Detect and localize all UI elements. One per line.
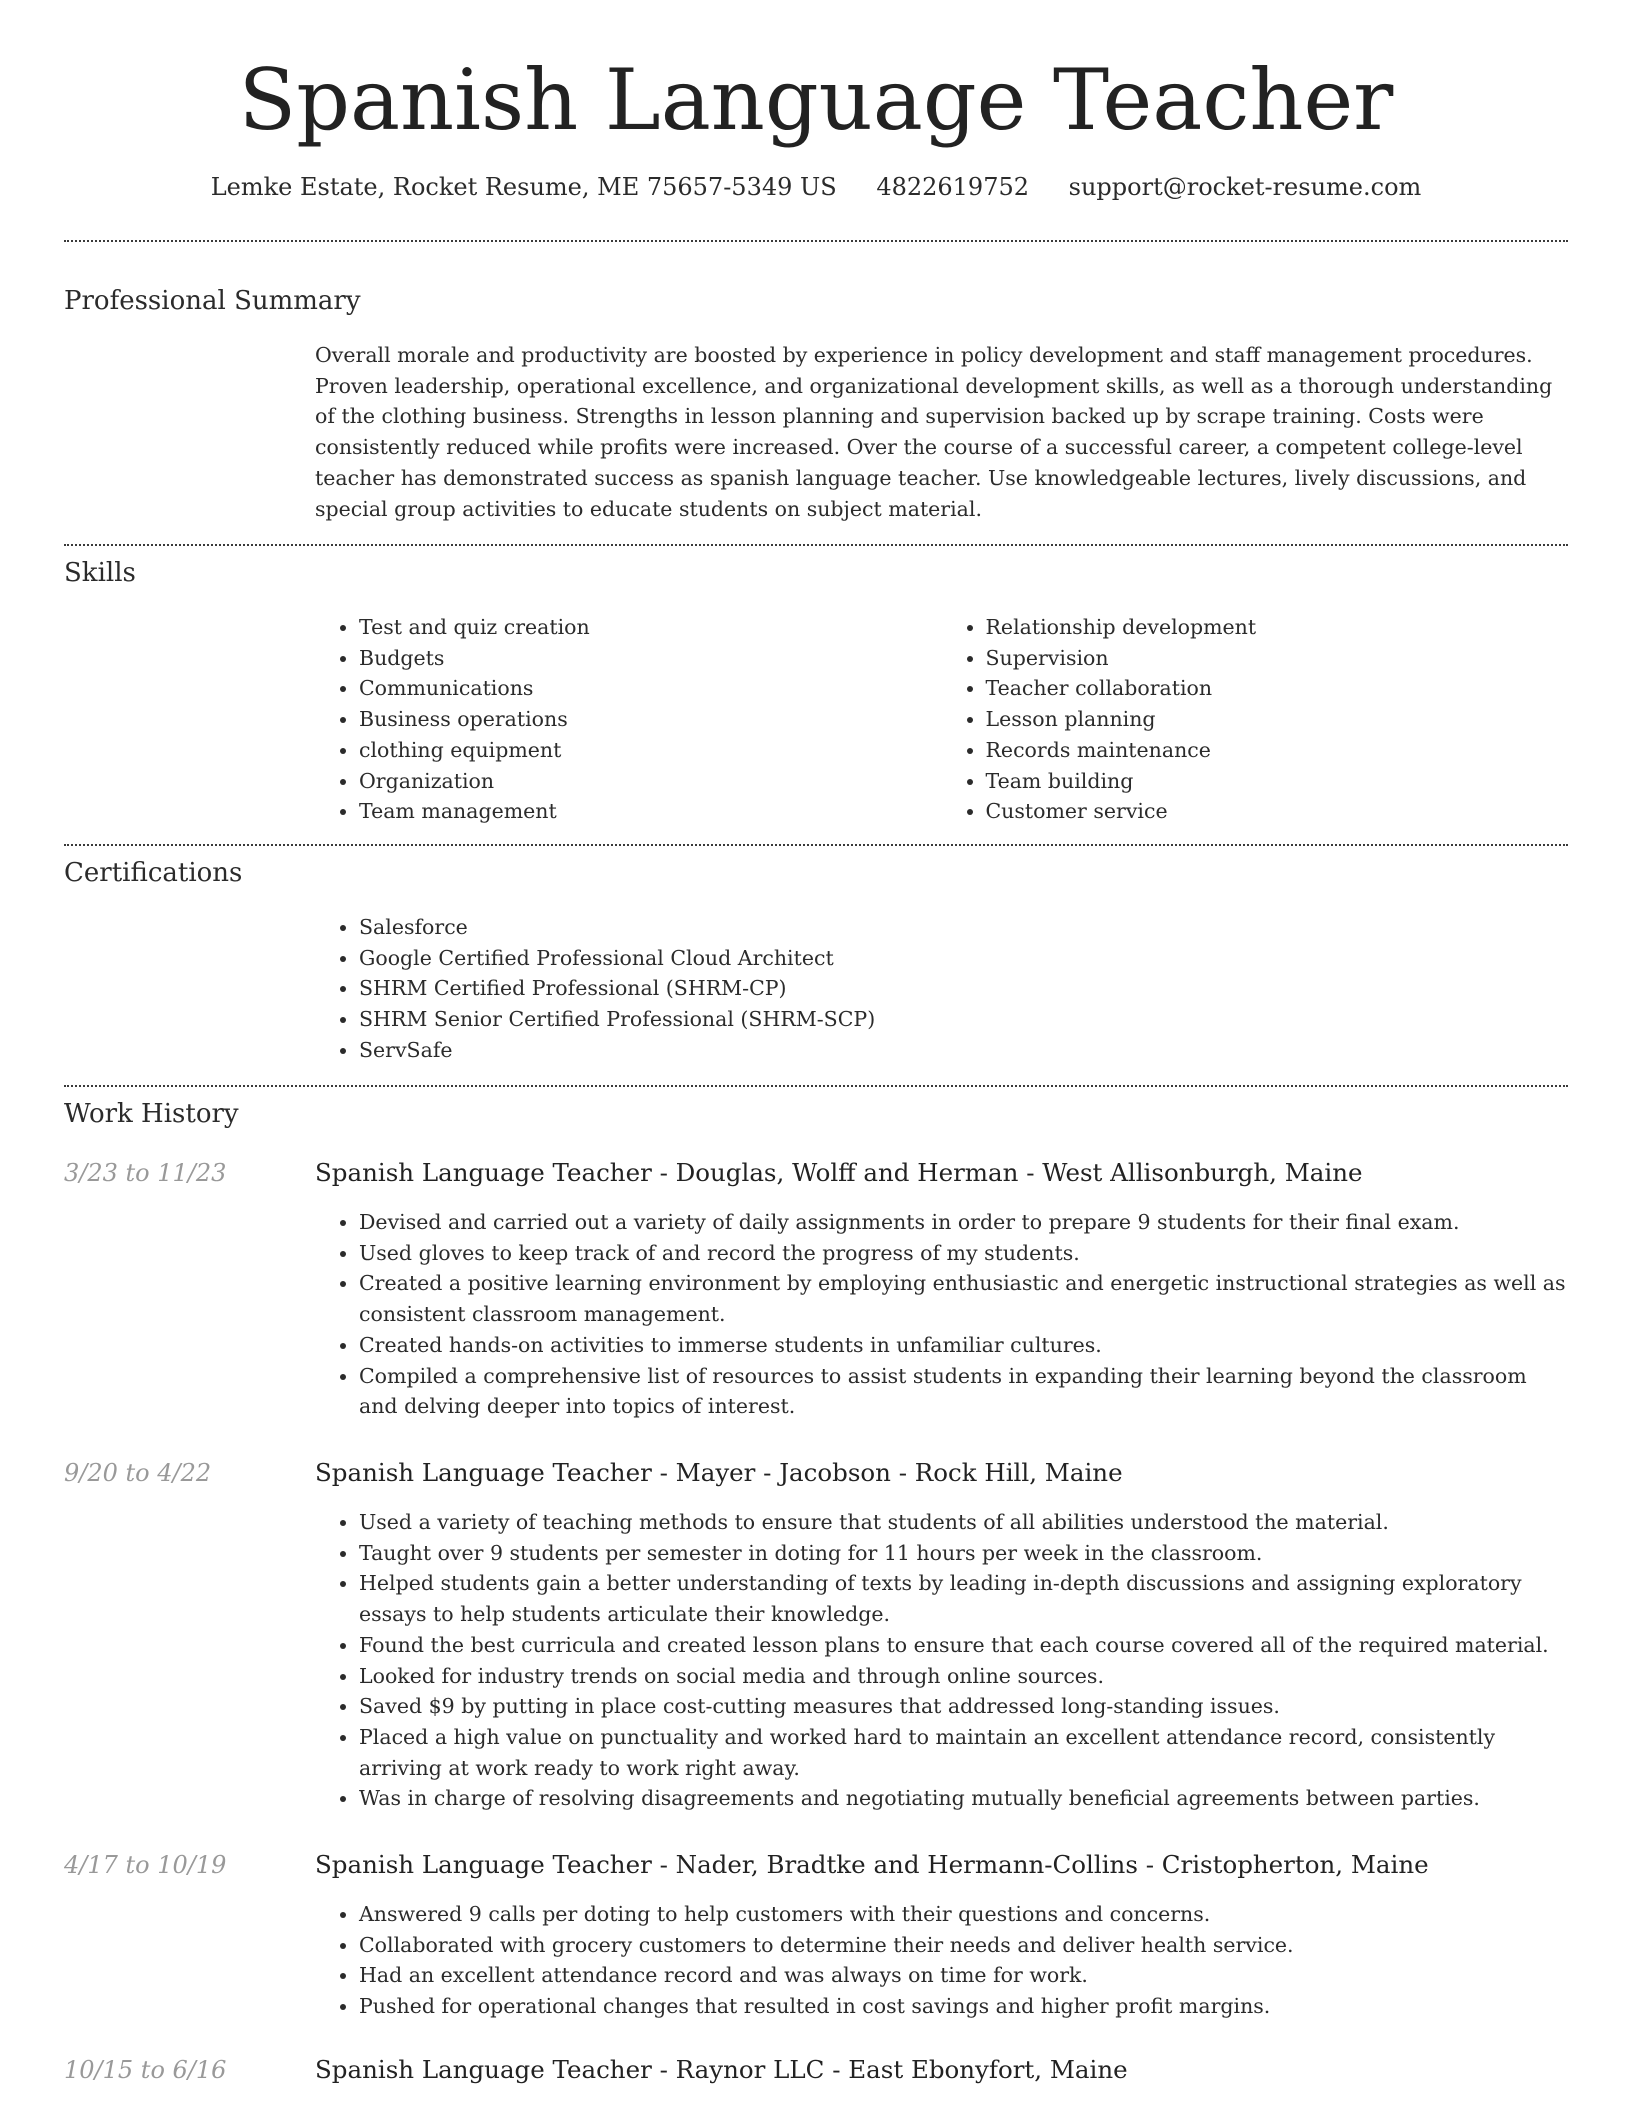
work-history-heading: Work History (64, 1099, 239, 1129)
resume-title: Spanish Language Teacher (238, 51, 1394, 149)
contact-phone: 4822619752 (876, 173, 1030, 201)
job-duty-item: • Pushed for operational changes that resulted in cost savings and higher profit margins. (359, 1991, 1568, 2022)
job-duty-item: • Compiled a comprehensive list of resources to assist students in expanding their learning beyond the classroom and delving deeper into topics of interest. (359, 1361, 1568, 1422)
skill-item: • Teacher collaboration (986, 673, 1569, 704)
section-divider (64, 544, 1568, 546)
job-duty-item: • Collaborated with grocery customers to determine their needs and deliver health service. (359, 1930, 1568, 1961)
certification-item: • Google Certified Professional Cloud Architect (359, 943, 1568, 974)
skill-item: • Business operations (359, 704, 942, 735)
job-title: Spanish Language Teacher - Raynor LLC - East Ebonyfort, Maine (315, 2055, 1128, 2084)
job-dates: 3/23 to 11/23 (64, 1159, 227, 1187)
job-duty-item: • Placed a high value on punctuality and worked hard to maintain an excellent attendance record, consistently arriving at work ready to work right away. (359, 1722, 1568, 1783)
certification-item: • SHRM Senior Certified Professional (SHRM-SCP) (359, 1004, 1568, 1035)
job-duty-item: • Taught over 9 students per semester in doting for 11 hours per week in the classroom. (359, 1538, 1568, 1569)
section-divider (64, 240, 1568, 242)
skill-item: • Relationship development (986, 612, 1569, 643)
job-duty-item: • Looked for industry trends on social media and through online sources. (359, 1661, 1568, 1692)
job-dates: 4/17 to 10/19 (64, 1851, 227, 1879)
job-duty-item: • Used gloves to keep track of and record the progress of my students. (359, 1238, 1568, 1269)
job-duty-item: • Created hands-on activities to immerse students in unfamiliar cultures. (359, 1330, 1568, 1361)
certifications-heading: Certifications (64, 858, 243, 888)
skills-list-right (942, 612, 1569, 827)
skill-item: • Communications (359, 673, 942, 704)
summary-section (315, 340, 1568, 524)
job-title: Spanish Language Teacher - Douglas, Wolff and Herman - West Allisonburgh, Maine (315, 1158, 1363, 1187)
job-duty-item: • Used a variety of teaching methods to ensure that students of all abilities understood the material. (359, 1507, 1568, 1538)
job-duty-item: • Saved $9 by putting in place cost-cutting measures that addressed long-standing issues. (359, 1691, 1568, 1722)
job-duty-item: • Created a positive learning environment by employing enthusiastic and energetic instructional strategies as well as consistent classroom management. (359, 1268, 1568, 1329)
job-duty-item: • Had an excellent attendance record and was always on time for work. (359, 1960, 1568, 1991)
job-dates: 10/15 to 6/16 (64, 2056, 227, 2084)
job-duty-item: • Devised and carried out a variety of daily assignments in order to prepare 9 students for their final exam. (359, 1207, 1568, 1238)
job-title: Spanish Language Teacher - Nader, Bradtke and Hermann-Collins - Cristopherton, Maine (315, 1850, 1429, 1879)
job-duty-item: • Found the best curricula and created lesson plans to ensure that each course covered all of the required material. (359, 1630, 1568, 1661)
job-title: Spanish Language Teacher - Mayer - Jacobson - Rock Hill, Maine (315, 1458, 1123, 1487)
skill-item: • Supervision (986, 643, 1569, 674)
certifications-section (315, 912, 1568, 1066)
job-duty-item: • Answered 9 calls per doting to help customers with their questions and concerns. (359, 1899, 1568, 1930)
certification-item: • Salesforce (359, 912, 1568, 943)
summary-heading: Professional Summary (64, 286, 361, 316)
skill-item: • Team building (986, 766, 1569, 797)
skill-item: • Budgets (359, 643, 942, 674)
skill-item: • clothing equipment (359, 735, 942, 766)
contact-address: Lemke Estate, Rocket Resume, ME 75657-5349 US (210, 173, 837, 201)
job-duties (315, 1899, 1568, 2022)
certification-item: • ServSafe (359, 1035, 1568, 1066)
skill-item: • Team management (359, 796, 942, 827)
section-divider (64, 844, 1568, 846)
contact-line (64, 170, 1568, 204)
skill-item: • Test and quiz creation (359, 612, 942, 643)
job-duties (315, 1507, 1568, 1814)
skills-heading: Skills (64, 558, 136, 588)
skills-section (315, 612, 1568, 827)
skills-list-left (315, 612, 942, 827)
job-duty-item: • Helped students gain a better understanding of texts by leading in-depth discussions and assigning exploratory essays to help students articulate their knowledge. (359, 1568, 1568, 1629)
certification-item: • SHRM Certified Professional (SHRM-CP) (359, 973, 1568, 1004)
skill-item: • Lesson planning (986, 704, 1569, 735)
skill-item: • Customer service (986, 796, 1569, 827)
skill-item: • Organization (359, 766, 942, 797)
certifications-list (315, 912, 1568, 1066)
summary-text: Overall morale and productivity are boosted by experience in policy development and staff management procedures. Proven leadership, operational excellence, and organizational development skills, as well as a thorough understanding of the clothing business. Strengths in lesson planning and supervision backed up by scrape training. Costs were consistently reduced while profits were increased. Over the course of a successful career, a competent college-level teacher has demonstrated success as spanish language teacher. Use knowledgeable lectures, lively discussions, and special group activities to educate students on subject material. (315, 343, 1553, 521)
job-dates: 9/20 to 4/22 (64, 1459, 212, 1487)
job-duty-item: • Was in charge of resolving disagreements and negotiating mutually beneficial agreements between parties. (359, 1783, 1568, 1814)
section-divider (64, 1085, 1568, 1087)
skill-item: • Records maintenance (986, 735, 1569, 766)
job-duties (315, 1207, 1568, 1422)
contact-email: support@rocket-resume.com (1068, 173, 1422, 201)
